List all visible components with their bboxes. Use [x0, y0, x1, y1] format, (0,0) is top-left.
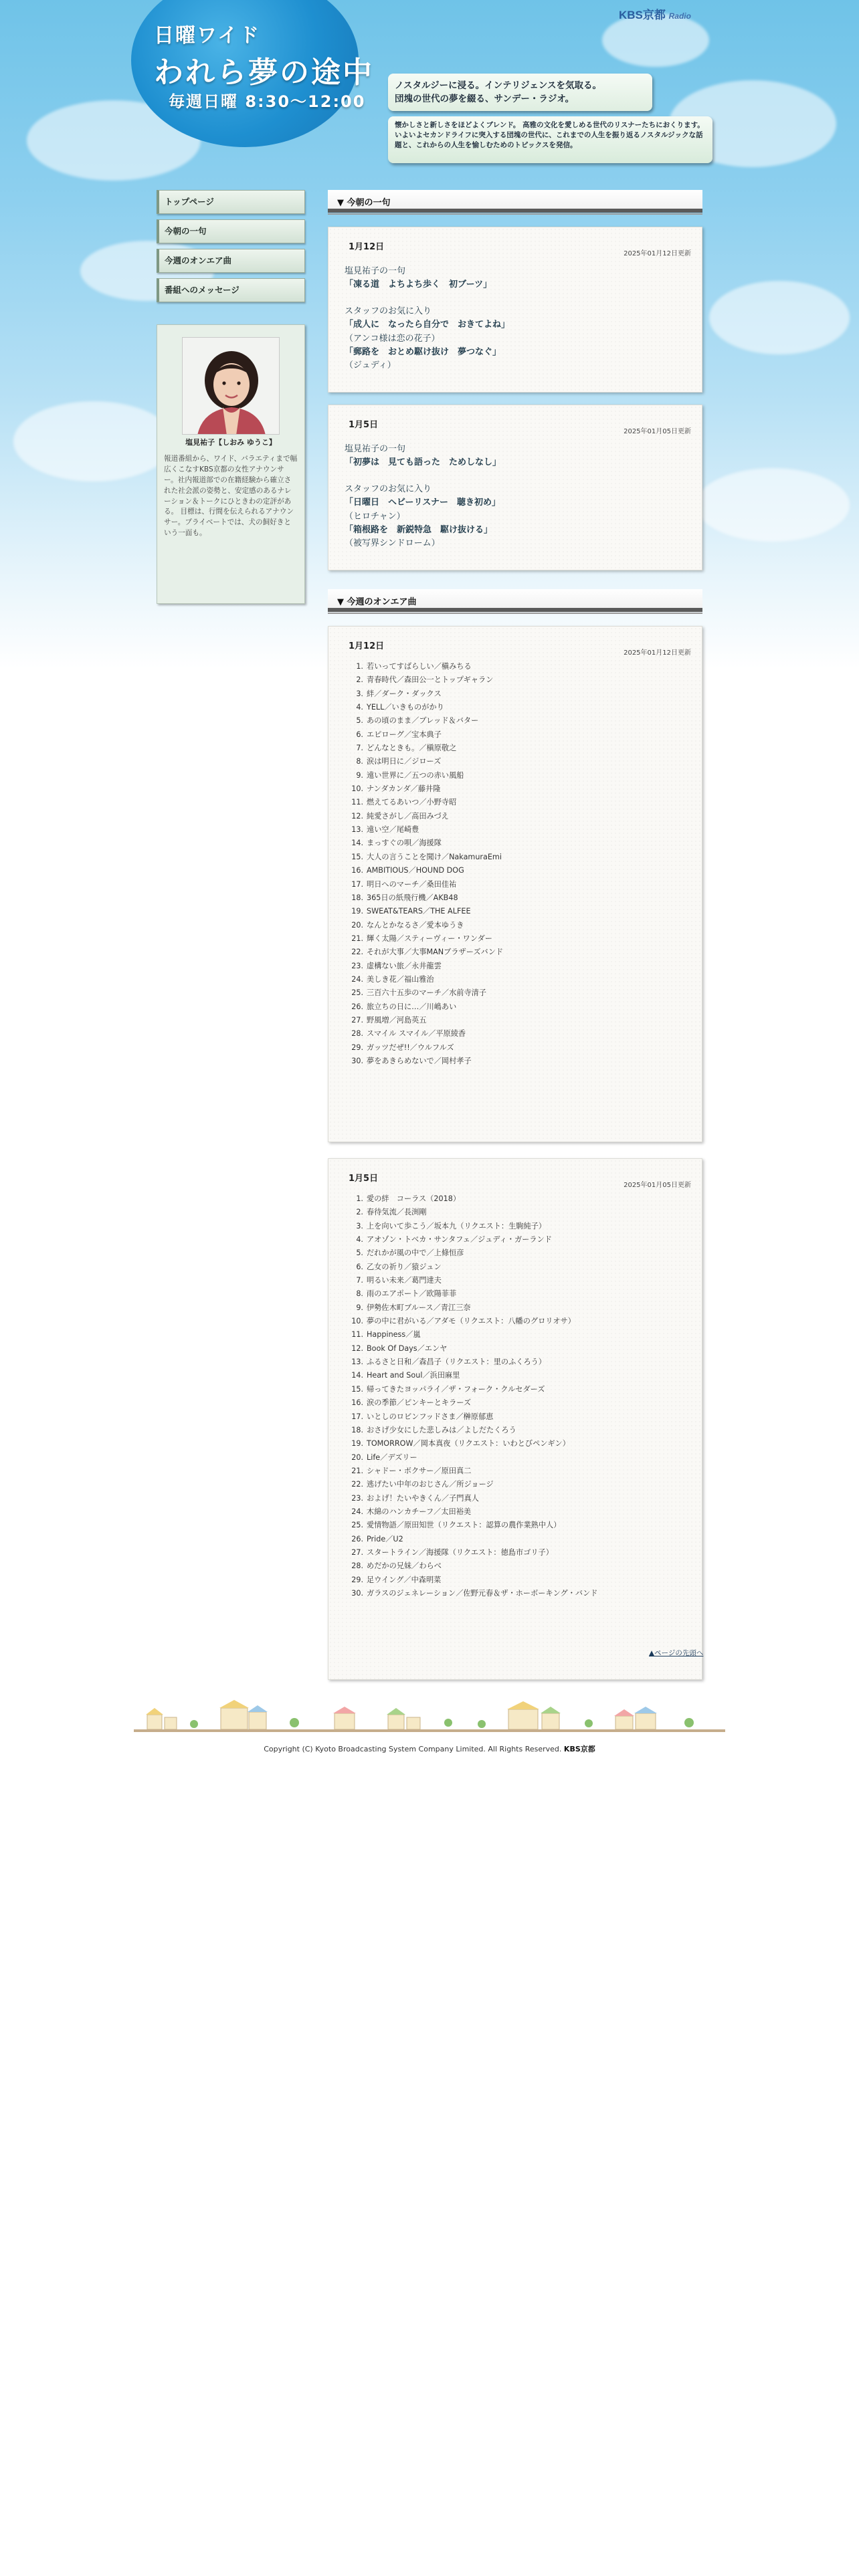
song-title: 帰ってきたヨッパライ／ザ・フォーク・クルセダーズ — [367, 1384, 545, 1394]
song-number: 11. — [351, 798, 363, 807]
host-portrait — [182, 337, 280, 435]
song-item — [351, 769, 686, 782]
song-number: 8. — [356, 1289, 363, 1299]
song-number: 13. — [351, 1358, 363, 1367]
song-item — [351, 1014, 686, 1027]
song-title: 遠い世界に／五つの赤い風船 — [367, 770, 464, 780]
haiku-intro: 塩見祐子の一句 — [345, 444, 406, 454]
song-number: 26. — [351, 1534, 363, 1543]
kbs-logo-text: KBS京都 — [619, 9, 666, 21]
page — [134, 0, 725, 2576]
song-number: 10. — [351, 784, 363, 794]
song-number: 4. — [356, 703, 363, 712]
staff-fav-label: スタッフのお気に入り — [345, 484, 432, 495]
song-list — [351, 660, 686, 1068]
song-number: 17. — [351, 879, 363, 889]
song-item — [351, 960, 686, 973]
song-title: 明るい未来／葛門達夫 — [367, 1276, 442, 1285]
song-number: 23. — [351, 961, 363, 970]
song-number: 25. — [351, 988, 363, 998]
song-title: 遠い空／尾崎豊 — [367, 825, 419, 835]
song-item — [351, 1206, 686, 1219]
staff-fav-haiku: 「日曜日 ヘビーリスナー 聴き初め」 — [345, 498, 500, 508]
song-number: 15. — [351, 852, 363, 861]
song-number: 5. — [356, 716, 363, 726]
song-title: 春待気流／長渕剛 — [367, 1208, 427, 1217]
song-item — [351, 728, 686, 742]
song-title: 涙は明日に／ジローズ — [367, 757, 442, 766]
song-number: 21. — [351, 1466, 363, 1475]
song-title: 青春時代／森田公一とトップギャラン — [367, 675, 494, 685]
song-item — [351, 1287, 686, 1301]
staff-fav-label: スタッフのお気に入り — [345, 306, 432, 317]
song-title: 365日の紙飛行機／AKB48 — [367, 893, 458, 902]
song-title: おさげ少女にした悲しみは／よしだたくろう — [367, 1425, 516, 1434]
song-item — [351, 660, 686, 673]
song-title: 夢の中に君がいる／アダモ（リクエスト：八幡のグロリオサ） — [367, 1317, 575, 1326]
song-number: 10. — [351, 1317, 363, 1326]
song-title: スタートライン／海援隊（リクエスト：徳島市ゴリ子） — [367, 1547, 553, 1557]
haiku-date: 1月5日 — [349, 420, 379, 430]
song-title: 輝く太陽／スティーヴィー・ワンダー — [367, 934, 492, 943]
song-item — [351, 905, 686, 918]
song-item — [351, 687, 686, 701]
copyright — [134, 1743, 725, 1754]
town-icon — [134, 1699, 725, 1732]
song-item — [351, 932, 686, 946]
onair-date: 1月5日 — [349, 1174, 379, 1184]
song-number: 12. — [351, 811, 363, 821]
nav-onair-songs[interactable]: 今週のオンエア曲 — [157, 249, 305, 273]
song-title: YELL／いきものがかり — [367, 703, 444, 712]
haiku-updated: 2025年01月05日更新 — [624, 428, 691, 435]
staff-fav-author: （被写界シンドローム） — [345, 538, 440, 548]
song-number: 24. — [351, 974, 363, 984]
song-item — [351, 1546, 686, 1560]
song-title: 燃えてるあいつ／小野寺昭 — [367, 798, 457, 807]
host-bio: 報道番組から、ワイド、バラエティまで幅広くこなすKBS京都の女性アナウンサー。社内報道部での在籍経験から確立された社会派の姿勢と、安定感のあるナレーション＆トークにひときわの定評がある。 目標は、行間を伝えられるアナウンサー。プライベートでは、犬の飼好きという一面も。 — [164, 455, 298, 538]
song-number: 29. — [351, 1043, 363, 1052]
song-number: 14. — [351, 1371, 363, 1380]
song-title: Pride／U2 — [367, 1534, 403, 1543]
song-item — [351, 986, 686, 1000]
song-title: 大人の言うことを聞け／NakamuraEmi — [367, 852, 502, 861]
song-item — [351, 796, 686, 809]
song-item — [351, 1261, 686, 1274]
song-title: ガラスのジェネレーション／佐野元春＆ザ・ホーボーキング・バンド — [367, 1588, 598, 1598]
song-item — [351, 782, 686, 796]
song-item — [351, 755, 686, 768]
song-item — [351, 1000, 686, 1014]
page-top-link[interactable]: ▲ページの先頭へ — [649, 1649, 704, 1657]
nav-morning-haiku[interactable]: 今朝の一句 — [157, 219, 305, 243]
song-item — [351, 946, 686, 959]
song-item — [351, 1055, 686, 1068]
main-content — [328, 190, 702, 1680]
song-number: 3. — [356, 689, 363, 698]
song-number: 22. — [351, 1480, 363, 1489]
song-title: 愛情物語／原田知世（リクエスト：認算の農作業熟中人） — [367, 1521, 561, 1530]
song-number: 25. — [351, 1521, 363, 1530]
song-title: シャドー・ボクサー／原田真二 — [367, 1466, 472, 1475]
song-item — [351, 1396, 686, 1410]
song-title: 旅立ちの日に…／川嶋あい — [367, 1002, 457, 1011]
song-item — [351, 864, 686, 877]
song-number: 16. — [351, 1398, 363, 1408]
song-item — [351, 701, 686, 714]
host-name: 塩見祐子【しおみ ゆうこ】 — [185, 438, 276, 447]
tagline-line2: 団塊の世代の夢を綴る、サンデー・ラジオ。 — [395, 94, 575, 105]
song-number: 19. — [351, 1439, 363, 1448]
onair-section-heading: ▼ 今週のオンエア曲 — [328, 589, 702, 612]
haiku-card — [328, 227, 702, 393]
song-item — [351, 1369, 686, 1382]
logo-airtime: 毎週日曜 8:30～12:00 — [169, 92, 366, 111]
song-title: 明日へのマーチ／桑田佳祐 — [367, 879, 457, 889]
song-title: 乙女の祈り／猿ジュン — [367, 1262, 442, 1271]
song-title: なんとかなるさ／愛本ゆうき — [367, 920, 464, 930]
song-number: 22. — [351, 948, 363, 957]
song-number: 19. — [351, 907, 363, 916]
song-number: 28. — [351, 1029, 363, 1039]
song-number: 12. — [351, 1344, 363, 1353]
song-item — [351, 1424, 686, 1437]
song-item — [351, 1342, 686, 1356]
song-item — [351, 1574, 686, 1587]
staff-fav-author: （アンコ様は恋の花子） — [345, 333, 440, 344]
song-number: 27. — [351, 1547, 363, 1557]
song-item — [351, 891, 686, 905]
tagline-line1: ノスタルジーに浸る。インテリジェンスを気取る。 — [395, 80, 601, 91]
song-number: 7. — [356, 1276, 363, 1285]
song-item — [351, 1274, 686, 1287]
song-item — [351, 1465, 686, 1478]
song-item — [351, 1041, 686, 1055]
song-item — [351, 1192, 686, 1206]
haiku-text: 「初夢は 見ても語った ためしなし」 — [345, 457, 502, 468]
song-number: 6. — [356, 730, 363, 739]
song-item — [351, 1505, 686, 1519]
song-title: いとしのロビンフッドさま／榊原郁恵 — [367, 1412, 494, 1421]
song-title: だれかが風の中で／上條恒彦 — [367, 1249, 464, 1258]
song-number: 11. — [351, 1330, 363, 1339]
song-number: 20. — [351, 920, 363, 930]
onair-card — [328, 1158, 702, 1680]
tagline-box — [388, 74, 652, 111]
song-item — [351, 1451, 686, 1465]
song-item — [351, 823, 686, 837]
staff-fav-haiku: 「箱根路を 新鋭特急 駆け抜ける」 — [345, 524, 493, 535]
song-title: Life／デズリー — [367, 1453, 417, 1462]
haiku-date: 1月12日 — [349, 242, 385, 252]
song-title: 雨のエアポート／欧陽菲菲 — [367, 1289, 457, 1299]
song-title: TOMORROW／岡本真夜（リクエスト：いわとびペンギン） — [367, 1439, 570, 1448]
song-title: SWEAT&TEARS／THE ALFEE — [367, 907, 471, 916]
song-number: 18. — [351, 893, 363, 902]
sidebar-nav — [157, 190, 305, 308]
kbs-radio-text: Radio — [668, 11, 691, 21]
song-number: 24. — [351, 1507, 363, 1516]
song-number: 26. — [351, 1002, 363, 1011]
song-title: 夢をあきらめないで／岡村孝子 — [367, 1056, 472, 1065]
song-number: 30. — [351, 1056, 363, 1065]
song-item — [351, 673, 686, 687]
song-item — [351, 1356, 686, 1369]
song-title: およげ！たいやきくん／子門真人 — [367, 1493, 479, 1503]
song-title: アオゾン・トベカ・サンタフェ／ジュディ・ガーランド — [367, 1235, 552, 1245]
song-item — [351, 1328, 686, 1341]
song-item — [351, 1410, 686, 1424]
haiku-card — [328, 405, 702, 570]
kbs-logo[interactable] — [619, 5, 691, 22]
song-number: 6. — [356, 1262, 363, 1271]
staff-fav-author: （ヒロチャン） — [345, 511, 405, 522]
footer-town-illustration — [134, 1699, 725, 1732]
song-title: Heart and Soul／浜田麻里 — [367, 1371, 460, 1380]
song-item — [351, 1315, 686, 1328]
song-number: 28. — [351, 1562, 363, 1571]
song-title: それが大事／大事MANブラザーズバンド — [367, 948, 504, 957]
song-item — [351, 1478, 686, 1491]
host-profile — [157, 324, 305, 604]
song-number: 8. — [356, 757, 363, 766]
logo-title: われら夢の途中 — [154, 56, 374, 90]
haiku-text: 「凍る道 よちよち歩く 初ブーツ」 — [345, 280, 492, 290]
song-number: 2. — [356, 675, 363, 685]
song-number: 30. — [351, 1588, 363, 1598]
song-number: 15. — [351, 1384, 363, 1394]
song-item — [351, 851, 686, 864]
song-title: スマイル スマイル／平原綾香 — [367, 1029, 466, 1039]
song-item — [351, 1233, 686, 1247]
song-number: 9. — [356, 770, 363, 780]
song-item — [351, 837, 686, 850]
footer-kbs-logo[interactable]: KBS京都 — [563, 1745, 595, 1753]
haiku-intro: 塩見祐子の一句 — [345, 266, 406, 276]
song-title: 絆／ダーク・ダックス — [367, 689, 442, 698]
song-number: 14. — [351, 839, 363, 848]
staff-fav-author: （ジュディ） — [345, 360, 396, 370]
song-number: 21. — [351, 934, 363, 943]
staff-fav-haiku: 「郵路を おとめ駆け抜け 夢つなぐ」 — [345, 346, 502, 357]
song-title: ガッツだぜ!!／ウルフルズ — [367, 1043, 454, 1052]
haiku-body — [345, 265, 679, 372]
song-title: 上を向いて歩こう／坂本九（リクエスト：生駒純子） — [367, 1221, 547, 1230]
song-item — [351, 1533, 686, 1546]
copyright-text: Copyright (C) Kyoto Broadcasting System Company Limited. All Rights Reserved. — [264, 1745, 562, 1753]
host-portrait-image — [183, 338, 280, 435]
song-item — [351, 1492, 686, 1505]
song-title: 三百六十五歩のマーチ／水前寺清子 — [367, 988, 487, 998]
song-number: 1. — [356, 1194, 363, 1203]
song-title: 木綿のハンカチーフ／太田裕美 — [367, 1507, 472, 1516]
song-number: 3. — [356, 1221, 363, 1230]
song-title: 美しき花／福山雅治 — [367, 974, 434, 984]
song-number: 17. — [351, 1412, 363, 1421]
onair-updated: 2025年01月12日更新 — [624, 649, 691, 657]
haiku-body — [345, 443, 679, 550]
song-title: どんなときも。／槇原敬之 — [367, 744, 457, 753]
song-title: ナンダカンダ／藤井隆 — [367, 784, 441, 794]
song-number: 20. — [351, 1453, 363, 1462]
song-title: まっすぐの唄／海援隊 — [367, 839, 442, 848]
song-item — [351, 1437, 686, 1451]
song-item — [351, 742, 686, 755]
haiku-section-heading: ▼ 今朝の一句 — [328, 190, 702, 213]
song-title: 涙の季節／ピンキーとキラーズ — [367, 1398, 472, 1408]
song-item — [351, 810, 686, 823]
song-item — [351, 1301, 686, 1315]
song-title: AMBITIOUS／HOUND DOG — [367, 866, 464, 875]
song-number: 16. — [351, 866, 363, 875]
nav-message[interactable]: 番組へのメッセージ — [157, 278, 305, 302]
song-title: エピローグ／宝本典子 — [367, 730, 442, 739]
song-title: 野風増／河島英五 — [367, 1015, 427, 1025]
song-number: 27. — [351, 1015, 363, 1025]
song-number: 5. — [356, 1249, 363, 1258]
song-title: 逃げたい中年のおじさん／所ジョージ — [367, 1480, 494, 1489]
haiku-updated: 2025年01月12日更新 — [624, 250, 691, 257]
song-number: 1. — [356, 662, 363, 671]
program-description: 懐かしさと新しさをほどよくブレンド。 高雅の文化を愛しめる世代のリスナーたちにおくります。いよいよセカンドライフに突入する団塊の世代に、これまでの人生を振り返るノスタルジックな話題と、これからの人生を愉しむためのトピックスを発信。 — [388, 116, 712, 163]
song-item — [351, 919, 686, 932]
song-title: 虚構ない旅／永井龍雲 — [367, 961, 442, 970]
song-item — [351, 714, 686, 728]
nav-top-page[interactable]: トップページ — [157, 190, 305, 214]
song-list — [351, 1192, 686, 1600]
song-title: 足ウイング／中森明菜 — [367, 1575, 442, 1584]
logo-subtitle: 日曜ワイド — [154, 24, 261, 47]
song-number: 9. — [356, 1303, 363, 1312]
song-number: 2. — [356, 1208, 363, 1217]
song-title: ふるさと日和／森昌子（リクエスト：里のふくろう） — [367, 1358, 547, 1367]
song-title: 若いってすばらしい／槇みちる — [367, 662, 472, 671]
onair-updated: 2025年01月05日更新 — [624, 1182, 691, 1189]
onair-card — [328, 626, 702, 1142]
song-item — [351, 1247, 686, 1260]
song-item — [351, 878, 686, 891]
song-number: 29. — [351, 1575, 363, 1584]
song-title: 伊勢佐木町ブルース／青江三奈 — [367, 1303, 471, 1312]
song-title: 愛の絆 コーラス（2018） — [367, 1194, 461, 1203]
song-title: 純愛さがし／高田みづえ — [367, 811, 449, 821]
onair-date: 1月12日 — [349, 641, 385, 651]
song-item — [351, 973, 686, 986]
song-item — [351, 1587, 686, 1600]
song-item — [351, 1519, 686, 1532]
song-item — [351, 1383, 686, 1396]
song-title: めだかの兄妹／わらべ — [367, 1562, 442, 1571]
song-item — [351, 1027, 686, 1041]
song-item — [351, 1220, 686, 1233]
song-number: 7. — [356, 744, 363, 753]
song-number: 4. — [356, 1235, 363, 1245]
staff-fav-haiku: 「成人に なったら自分で おきてよね」 — [345, 320, 510, 330]
song-title: Happiness／嵐 — [367, 1330, 421, 1339]
song-title: あの頃のまま／ブレッド＆バター — [367, 716, 479, 726]
song-number: 23. — [351, 1493, 363, 1503]
song-number: 13. — [351, 825, 363, 835]
song-title: Book Of Days／エンヤ — [367, 1344, 448, 1353]
song-number: 18. — [351, 1425, 363, 1434]
song-item — [351, 1560, 686, 1573]
